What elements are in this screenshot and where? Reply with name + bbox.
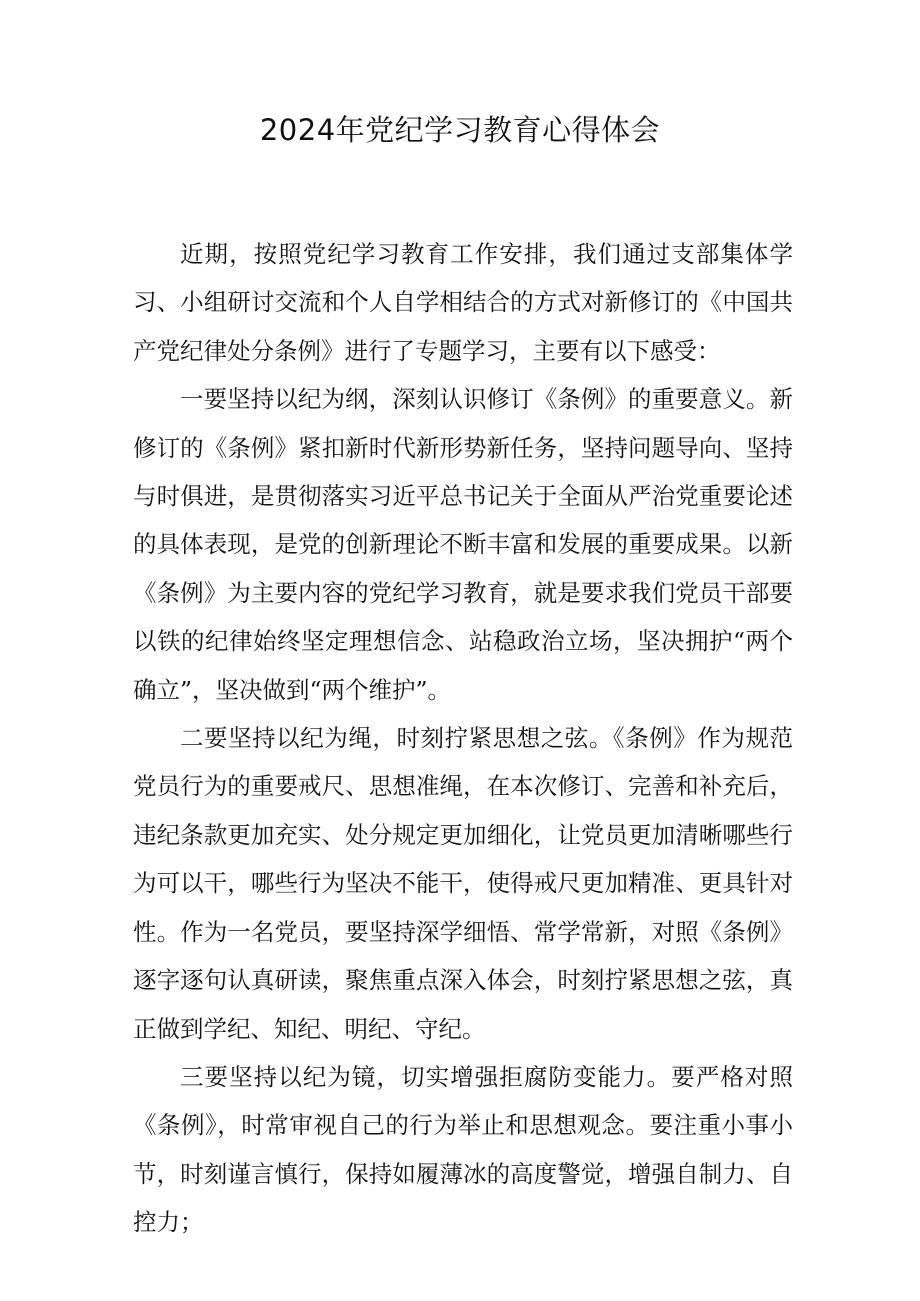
document-title: 2024年党纪学习教育心得体会 — [259, 113, 661, 147]
paragraph-point-three: 三要坚持以纪为镜，切实增强拒腐防变能力。要严格对照《条例》，时常审视自己的行为举止和思想观念。要注重小事小节，时刻谨言慎行，保持如履薄冰的高度警觉，增强自制力、自控力； — [133, 1062, 793, 1237]
paragraph-point-two: 二要坚持以纪为绳，时刻拧紧思想之弦。《条例》作为规范党员行为的重要戒尺、思想准绳，在本次修订、完善和补充后，违纪条款更加充实、处分规定更加细化，让党员更加清晰哪些行为可以干，哪些行为坚决不能干，使得戒尺更加精准、更具针对性。作为一名党员，要坚持深学细悟、常学常新，对照《条例》逐字逐句认真研读，聚焦重点深入体会，时刻拧紧思想之弦，真正做到学纪、知纪、明纪、守纪。 — [133, 724, 793, 1043]
document-body — [133, 230, 793, 1247]
paragraph-point-one: 一要坚持以纪为纲，深刻认识修订《条例》的重要意义。新修订的《条例》紧扣新时代新形势新任务，坚持问题导向、坚持与时俱进，是贯彻落实习近平总书记关于全面从严治党重要论述的具体表现，是党的创新理论不断丰富和发展的重要成果。以新《条例》为主要内容的党纪学习教育，就是要求我们党员干部要以铁的纪律始终坚定理想信念、站稳政治立场，坚决拥护“两个确立”，坚决做到“两个维护”。 — [133, 385, 793, 704]
paragraph-intro: 近期，按照党纪学习教育工作安排，我们通过支部集体学习、小组研讨交流和个人自学相结合的方式对新修订的《中国共产党纪律处分条例》进行了专题学习，主要有以下感受： — [133, 240, 793, 365]
